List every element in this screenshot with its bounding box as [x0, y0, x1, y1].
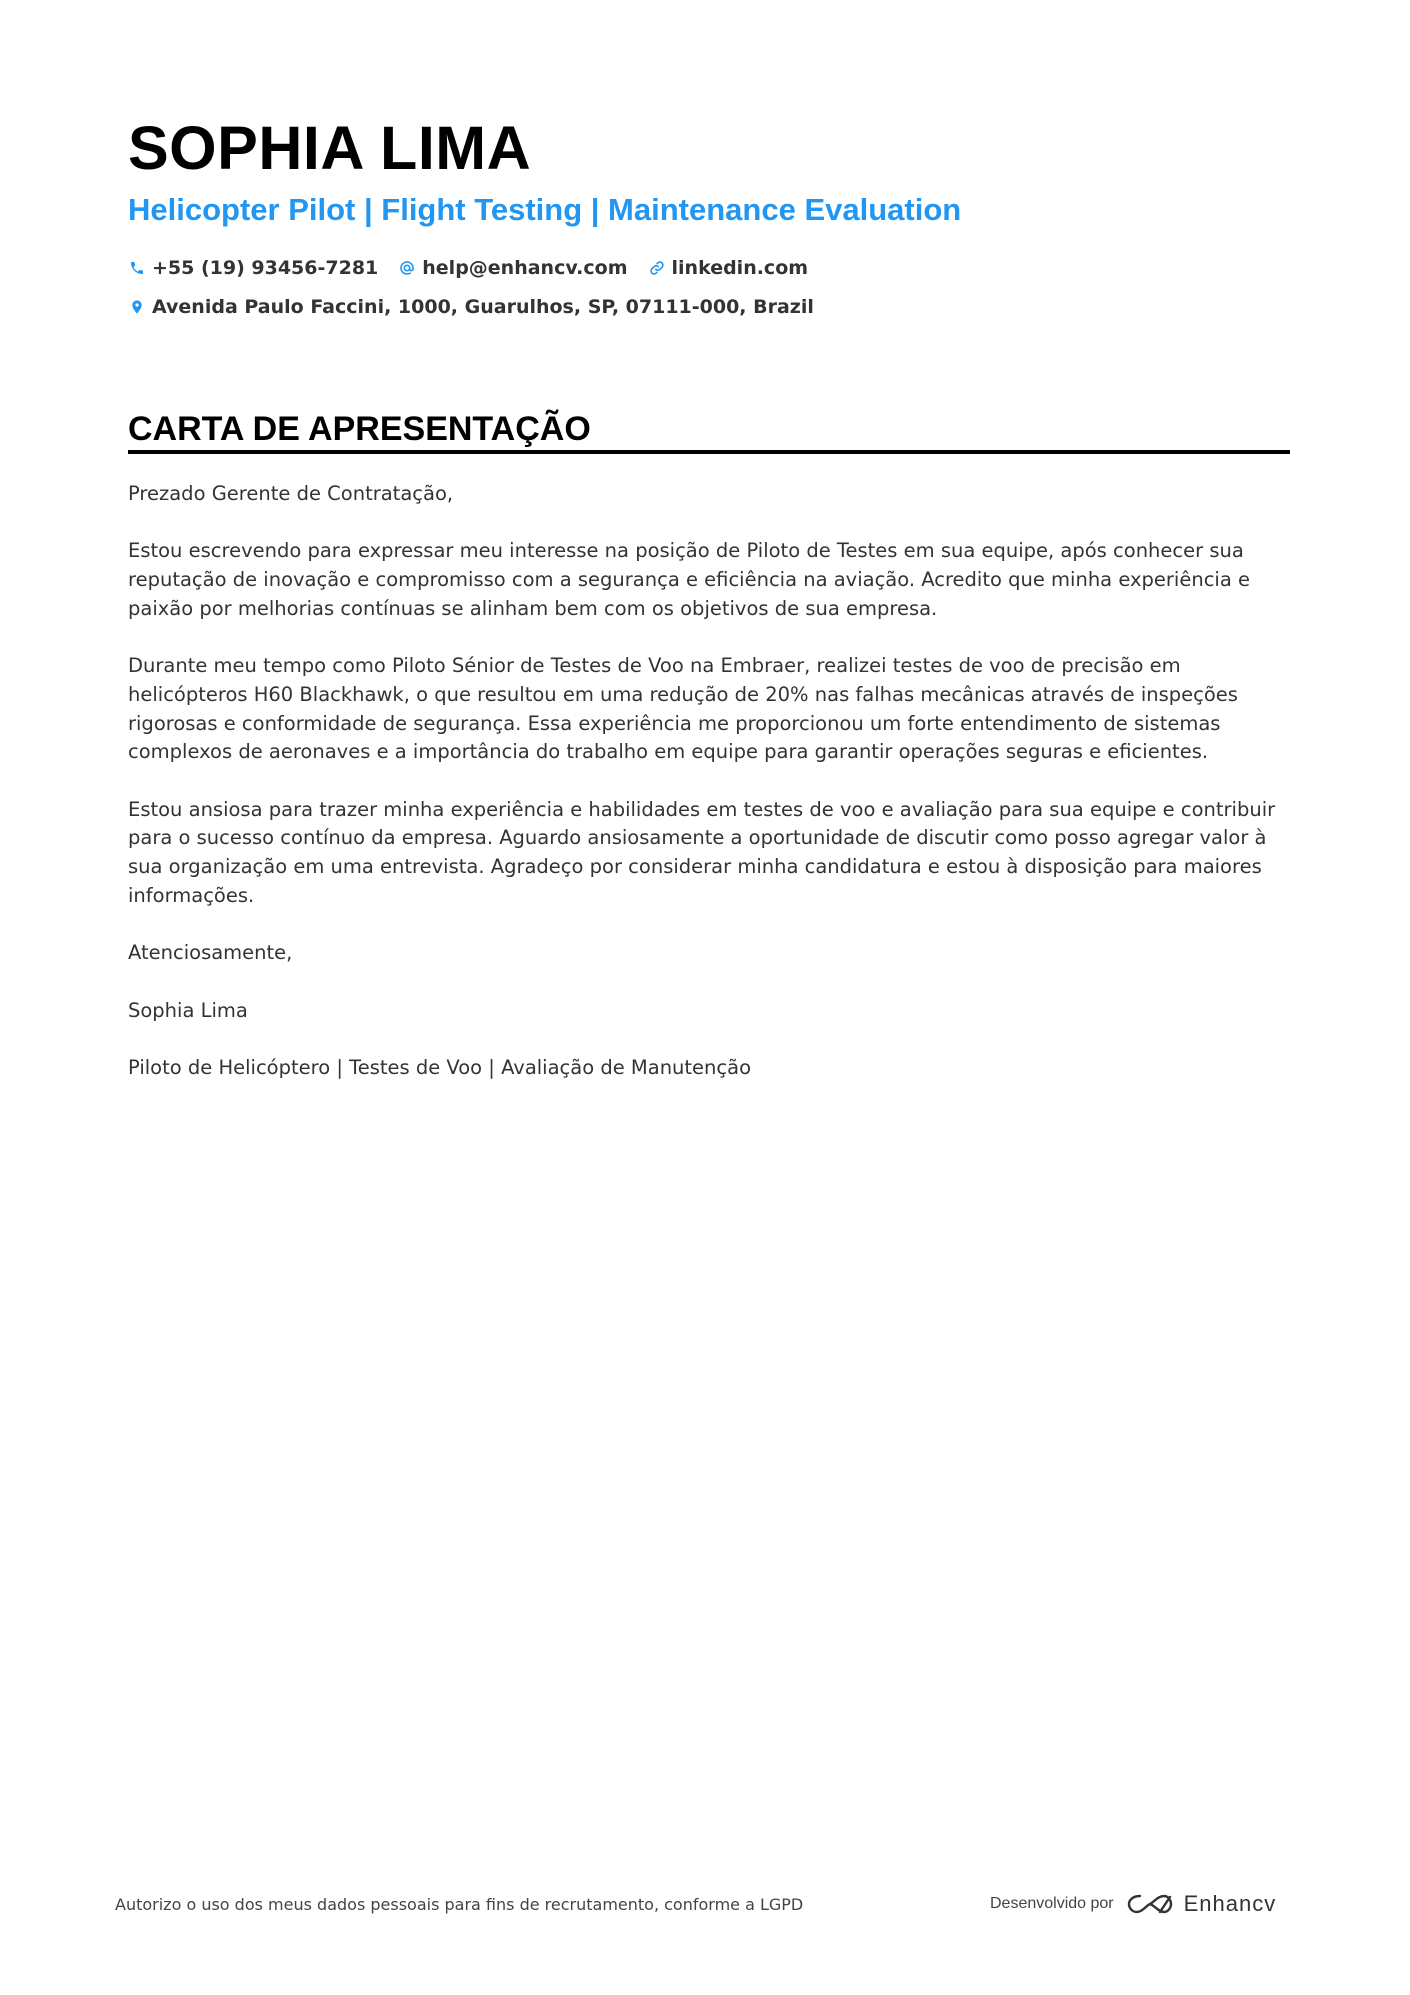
contact-email[interactable] [398, 257, 627, 279]
candidate-headline: Helicopter Pilot | Flight Testing | Maintenance Evaluation [128, 192, 962, 227]
contact-linkedin[interactable] [648, 257, 809, 279]
letter-body [128, 480, 1290, 1111]
contact-row-address [128, 293, 834, 321]
link-icon [648, 259, 666, 277]
location-pin-icon [128, 298, 146, 316]
phone-icon [128, 259, 146, 277]
powered-by-label: Desenvolvido por [990, 1895, 1114, 1912]
footer-consent-text: Autorizo o uso dos meus dados pessoais para fins de recrutamento, conforme a LGPD [115, 1895, 804, 1914]
at-icon [398, 259, 416, 277]
brand-name: Enhancv [1183, 1891, 1277, 1916]
enhancv-logo-icon [1126, 1891, 1174, 1917]
letter-signature: Sophia Lima [128, 998, 248, 1022]
contact-row-primary [128, 254, 828, 282]
letter-salutation: Prezado Gerente de Contratação, [128, 482, 454, 505]
contact-linkedin-text: linkedin.com [671, 257, 809, 279]
letter-signature-title: Piloto de Helicóptero | Testes de Voo | Avaliação de Manutenção [128, 1055, 752, 1079]
letter-closing: Atenciosamente, [128, 941, 293, 965]
section-title: CARTA DE APRESENTAÇÃO [128, 410, 591, 448]
footer-brand[interactable] [990, 1887, 1276, 1921]
letter-paragraph: Estou escrevendo para expressar meu interesse na posição de Piloto de Testes em sua equipe, após conhecer sua reputação de inovação e compromisso com a segurança e eficiência na aviação. Acredito que minha experiência e paixão por melhorias contínuas se alinham bem com os objetivos de sua empresa. [128, 539, 1250, 620]
contact-phone[interactable] [128, 257, 378, 279]
section-divider [128, 450, 1290, 454]
contact-phone-text: +55 (19) 93456-7281 [152, 257, 379, 279]
contact-email-text: help@enhancv.com [422, 257, 628, 279]
letter-paragraph: Durante meu tempo como Piloto Sénior de Testes de Voo na Embraer, realizei testes de voo de precisão em helicópteros H60 Blackhawk, o que resultou em uma redução de 20% nas falhas mecânicas através de inspeções rigorosas e conformidade de segurança. Essa experiência me proporcionou um forte entendimento de sistemas complexos de aeronaves e a importância do trabalho em equipe para garantir operações seguras e eficientes. [128, 654, 1238, 764]
contact-address-text: Avenida Paulo Faccini, 1000, Guarulhos, SP, 07111-000, Brazil [152, 296, 814, 318]
contact-address [128, 296, 814, 318]
letter-paragraph: Estou ansiosa para trazer minha experiência e habilidades em testes de voo e avaliação para sua equipe e contribuir para o sucesso contínuo da empresa. Aguardo ansiosamente a oportunidade de discutir como posso agregar valor à sua organização em uma entrevista. Agradeço por considerar minha candidatura e estou à disposição para maiores informações. [128, 797, 1276, 907]
candidate-name: SOPHIA LIMA [128, 114, 532, 182]
